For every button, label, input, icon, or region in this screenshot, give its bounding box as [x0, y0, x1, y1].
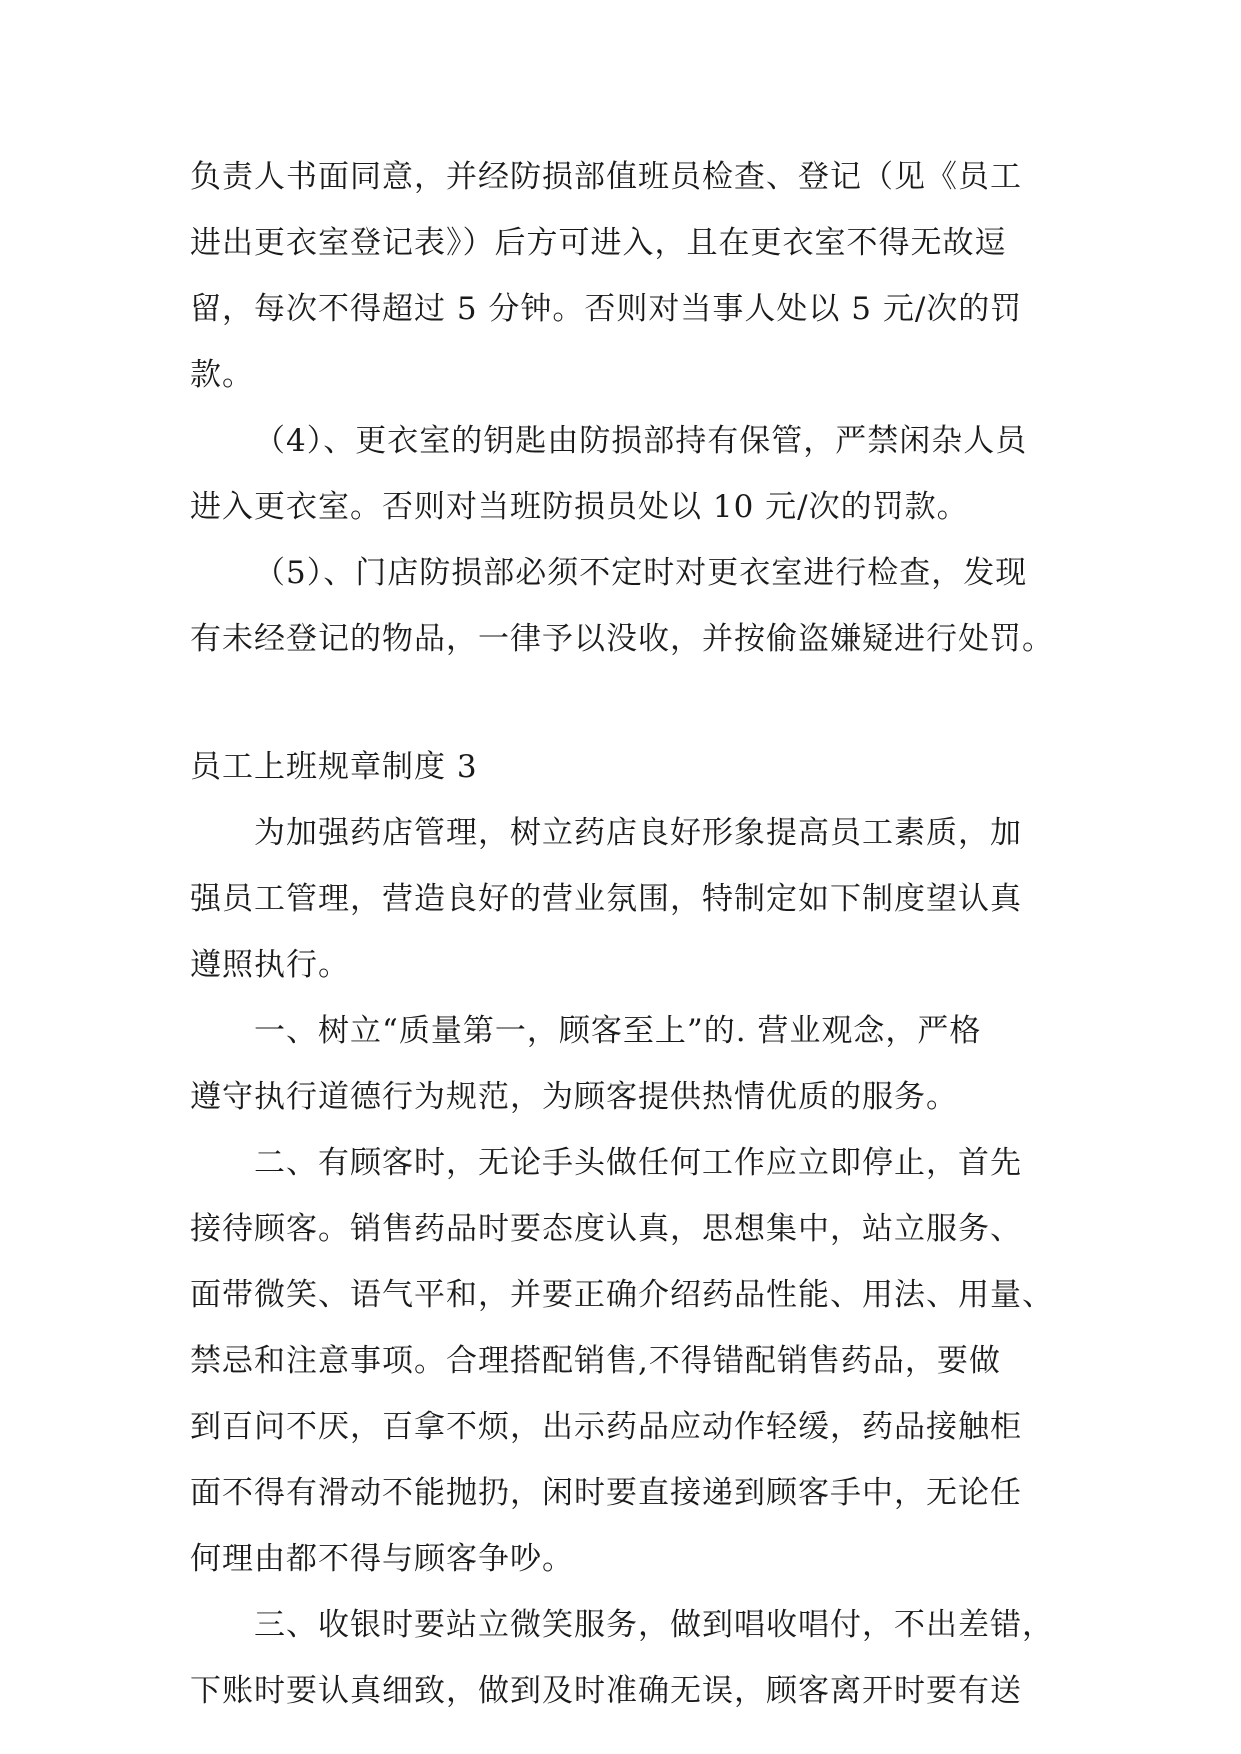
text-line: 遵守执行道德行为规范，为顾客提供热情优质的服务。 — [190, 1079, 958, 1115]
text-line: 为加强药店管理，树立药店良好形象提高员工素质，加 — [254, 815, 1022, 851]
text-line: 有未经登记的物品，一律予以没收，并按偷盗嫌疑进行处罚。 — [190, 621, 1054, 657]
text-line: 何理由都不得与顾客争吵。 — [190, 1541, 574, 1577]
text-line: 负责人书面同意，并经防损部值班员检查、登记（见《员工 — [190, 159, 1022, 195]
section-title: 员工上班规章制度 3 — [190, 749, 478, 785]
paragraph-intro — [190, 816, 1060, 983]
text-line: 二、有顾客时，无论手头做任何工作应立即停止，首先 — [254, 1145, 1022, 1181]
text-line: （4）、更衣室的钥匙由防损部持有保管，严禁闲杂人员 — [254, 423, 1028, 459]
text-line: 留，每次不得超过 5 分钟。否则对当事人处以 5 元/次的罚 — [190, 291, 1023, 327]
document-page — [190, 160, 1060, 1740]
text-line: （5）、门店防损部必须不定时对更衣室进行检查，发现 — [254, 555, 1028, 591]
text-line: 进出更衣室登记表》）后方可进入，且在更衣室不得无故逗 — [190, 225, 1007, 261]
text-line: 款。 — [190, 357, 254, 393]
paragraph-locker-inspection — [190, 556, 1060, 657]
text-line: 强员工管理，营造良好的营业氛围，特制定如下制度望认真 — [190, 881, 1022, 917]
text-line: 三、收银时要站立微笑服务，做到唱收唱付，不出差错， — [254, 1607, 1054, 1643]
text-line: 接待顾客。销售药品时要态度认真，思想集中，站立服务、 — [190, 1211, 1022, 1247]
text-line: 到百问不厌，百拿不烦，出示药品应动作轻缓，药品接触柜 — [190, 1409, 1022, 1445]
section-gap — [190, 688, 1060, 750]
text-line: 遵照执行。 — [190, 947, 350, 983]
text-line: 下账时要认真细致，做到及时准确无误，顾客离开时要有送 — [190, 1673, 1022, 1709]
text-line: 一、树立“质量第一，顾客至上”的. 营业观念，严格 — [254, 1013, 982, 1049]
paragraph-rule-2 — [190, 1146, 1060, 1577]
text-line: 面不得有滑动不能抛扔，闲时要直接递到顾客手中，无论任 — [190, 1475, 1022, 1511]
paragraph-locker-key — [190, 424, 1060, 525]
paragraph-rule-3 — [190, 1608, 1060, 1709]
text-line: 进入更衣室。否则对当班防损员处以 10 元/次的罚款。 — [190, 489, 969, 525]
text-line: 面带微笑、语气平和，并要正确介绍药品性能、用法、用量、 — [190, 1277, 1054, 1313]
paragraph-locker-entry — [190, 160, 1060, 393]
paragraph-rule-1 — [190, 1014, 1060, 1115]
text-line: 禁忌和注意事项。合理搭配销售,不得错配销售药品，要做 — [190, 1343, 1001, 1379]
